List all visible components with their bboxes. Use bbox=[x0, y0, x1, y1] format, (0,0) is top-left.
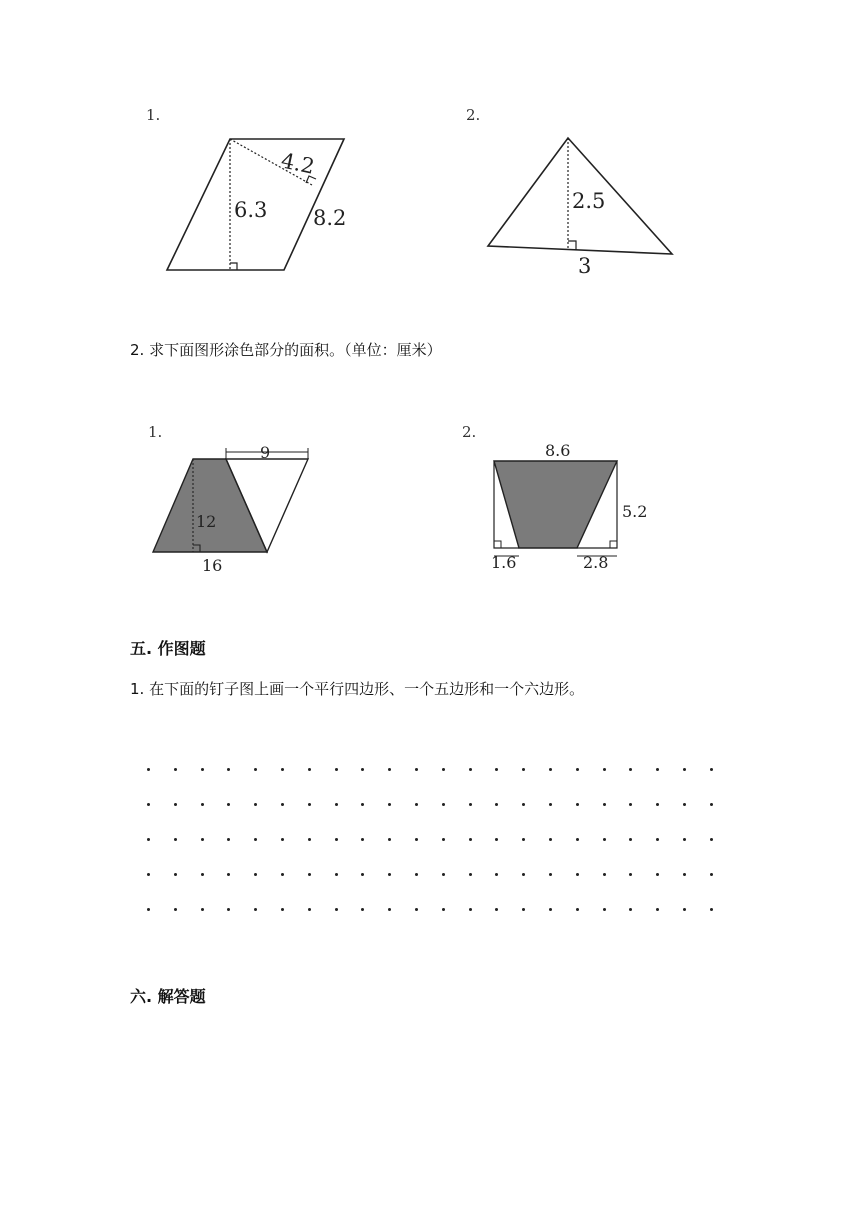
grid-dot[interactable] bbox=[683, 768, 686, 771]
grid-dot[interactable] bbox=[603, 803, 606, 806]
grid-dot[interactable] bbox=[469, 873, 472, 876]
grid-dot[interactable] bbox=[415, 768, 418, 771]
grid-dot[interactable] bbox=[147, 838, 150, 841]
grid-dot[interactable] bbox=[254, 873, 257, 876]
triangle-right-angle-marker bbox=[568, 241, 576, 250]
grid-dot[interactable] bbox=[656, 803, 659, 806]
right-angle-marker bbox=[230, 263, 237, 270]
grid-dot[interactable] bbox=[603, 908, 606, 911]
height-value: 6.3 bbox=[234, 198, 268, 222]
grid-dot[interactable] bbox=[201, 838, 204, 841]
q2-figure-1-label: 1. bbox=[148, 423, 163, 441]
grid-dot[interactable] bbox=[549, 803, 552, 806]
grid-dot[interactable] bbox=[174, 803, 177, 806]
grid-dot[interactable] bbox=[442, 768, 445, 771]
grid-dot[interactable] bbox=[629, 803, 632, 806]
grid-dot[interactable] bbox=[415, 838, 418, 841]
height-value: 5.2 bbox=[622, 502, 648, 521]
grid-dot[interactable] bbox=[469, 838, 472, 841]
grid-dot[interactable] bbox=[495, 873, 498, 876]
grid-dot[interactable] bbox=[281, 873, 284, 876]
grid-dot[interactable] bbox=[522, 768, 525, 771]
grid-dot[interactable] bbox=[629, 838, 632, 841]
grid-dot[interactable] bbox=[281, 908, 284, 911]
grid-dot[interactable] bbox=[388, 908, 391, 911]
top-value: 8.6 bbox=[545, 441, 571, 460]
section-6-title: 六. 解答题 bbox=[130, 987, 206, 1006]
right-angle-marker-right bbox=[610, 541, 617, 548]
grid-dot[interactable] bbox=[710, 908, 713, 911]
right-gap-value: 2.8 bbox=[583, 553, 609, 572]
grid-dot[interactable] bbox=[174, 768, 177, 771]
grid-dot[interactable] bbox=[683, 908, 686, 911]
side-value: 8.2 bbox=[313, 206, 347, 230]
grid-dot[interactable] bbox=[308, 838, 311, 841]
grid-dot[interactable] bbox=[227, 768, 230, 771]
grid-dot[interactable] bbox=[656, 768, 659, 771]
grid-dot[interactable] bbox=[495, 838, 498, 841]
grid-dot[interactable] bbox=[174, 838, 177, 841]
grid-dot[interactable] bbox=[656, 908, 659, 911]
grid-dot[interactable] bbox=[522, 873, 525, 876]
grid-dot[interactable] bbox=[308, 768, 311, 771]
section-5-question-1: 1. 在下面的钉子图上画一个平行四边形、一个五边形和一个六边形。 bbox=[130, 680, 585, 698]
q2-figure-2-label: 2. bbox=[462, 423, 477, 441]
grid-dot[interactable] bbox=[549, 873, 552, 876]
grid-dot[interactable] bbox=[576, 803, 579, 806]
grid-dot[interactable] bbox=[361, 838, 364, 841]
grid-dot[interactable] bbox=[147, 803, 150, 806]
grid-dot[interactable] bbox=[710, 838, 713, 841]
grid-dot[interactable] bbox=[281, 803, 284, 806]
grid-dot[interactable] bbox=[683, 838, 686, 841]
grid-dot[interactable] bbox=[549, 768, 552, 771]
grid-dot[interactable] bbox=[683, 803, 686, 806]
grid-dot[interactable] bbox=[576, 838, 579, 841]
right-angle-marker-left bbox=[494, 541, 501, 548]
grid-dot[interactable] bbox=[442, 908, 445, 911]
shaded-trapezoid-figure-1 bbox=[145, 440, 320, 580]
grid-dot[interactable] bbox=[201, 803, 204, 806]
grid-dot[interactable] bbox=[174, 873, 177, 876]
grid-dot[interactable] bbox=[495, 803, 498, 806]
grid-dot[interactable] bbox=[603, 838, 606, 841]
grid-dot[interactable] bbox=[388, 838, 391, 841]
grid-dot[interactable] bbox=[415, 803, 418, 806]
grid-dot[interactable] bbox=[576, 873, 579, 876]
grid-dot[interactable] bbox=[335, 908, 338, 911]
grid-dot[interactable] bbox=[335, 768, 338, 771]
grid-dot[interactable] bbox=[147, 873, 150, 876]
grid-dot[interactable] bbox=[361, 908, 364, 911]
grid-dot[interactable] bbox=[308, 873, 311, 876]
shaded-trapezoid-figure-2 bbox=[485, 440, 660, 580]
grid-dot[interactable] bbox=[254, 908, 257, 911]
section-5-title: 五. 作图题 bbox=[130, 639, 206, 658]
grid-dot[interactable] bbox=[201, 768, 204, 771]
grid-dot[interactable] bbox=[549, 838, 552, 841]
parallelogram-figure bbox=[150, 125, 370, 285]
grid-dot[interactable] bbox=[361, 768, 364, 771]
top-figure-2-label: 2. bbox=[466, 106, 481, 124]
grid-dot[interactable] bbox=[201, 873, 204, 876]
grid-dot[interactable] bbox=[710, 803, 713, 806]
grid-dot[interactable] bbox=[656, 873, 659, 876]
grid-dot[interactable] bbox=[174, 908, 177, 911]
triangle-height-value: 2.5 bbox=[572, 189, 606, 213]
dot-grid[interactable] bbox=[140, 760, 730, 920]
grid-dot[interactable] bbox=[495, 768, 498, 771]
triangle-figure bbox=[480, 130, 680, 280]
top-figure-1-label: 1. bbox=[146, 106, 161, 124]
grid-dot[interactable] bbox=[469, 768, 472, 771]
shaded-trapezoid bbox=[153, 459, 267, 552]
grid-dot[interactable] bbox=[227, 873, 230, 876]
grid-dot[interactable] bbox=[549, 908, 552, 911]
grid-dot[interactable] bbox=[361, 803, 364, 806]
grid-dot[interactable] bbox=[629, 908, 632, 911]
grid-dot[interactable] bbox=[469, 803, 472, 806]
grid-dot[interactable] bbox=[442, 838, 445, 841]
grid-dot[interactable] bbox=[576, 908, 579, 911]
grid-dot[interactable] bbox=[201, 908, 204, 911]
grid-dot[interactable] bbox=[415, 873, 418, 876]
grid-dot[interactable] bbox=[147, 908, 150, 911]
grid-dot[interactable] bbox=[335, 873, 338, 876]
grid-dot[interactable] bbox=[388, 803, 391, 806]
top-value: 9 bbox=[260, 443, 271, 462]
grid-dot[interactable] bbox=[227, 803, 230, 806]
grid-dot[interactable] bbox=[442, 873, 445, 876]
grid-dot[interactable] bbox=[442, 803, 445, 806]
grid-dot[interactable] bbox=[629, 768, 632, 771]
grid-dot[interactable] bbox=[147, 768, 150, 771]
grid-dot[interactable] bbox=[603, 768, 606, 771]
grid-dot[interactable] bbox=[227, 908, 230, 911]
grid-dot[interactable] bbox=[415, 908, 418, 911]
grid-dot[interactable] bbox=[469, 908, 472, 911]
grid-dot[interactable] bbox=[361, 873, 364, 876]
grid-dot[interactable] bbox=[308, 803, 311, 806]
shaded-trapezoid bbox=[494, 461, 617, 548]
grid-dot[interactable] bbox=[629, 873, 632, 876]
triangle-base-value: 3 bbox=[578, 254, 592, 278]
grid-dot[interactable] bbox=[254, 803, 257, 806]
grid-dot[interactable] bbox=[522, 838, 525, 841]
grid-dot[interactable] bbox=[335, 838, 338, 841]
grid-dot[interactable] bbox=[710, 873, 713, 876]
grid-dot[interactable] bbox=[308, 908, 311, 911]
grid-dot[interactable] bbox=[683, 873, 686, 876]
grid-dot[interactable] bbox=[254, 838, 257, 841]
grid-dot[interactable] bbox=[576, 768, 579, 771]
grid-dot[interactable] bbox=[227, 838, 230, 841]
bottom-value: 16 bbox=[202, 556, 223, 575]
grid-dot[interactable] bbox=[254, 768, 257, 771]
grid-dot[interactable] bbox=[335, 803, 338, 806]
left-gap-value: 1.6 bbox=[491, 553, 517, 572]
grid-dot[interactable] bbox=[603, 873, 606, 876]
grid-dot[interactable] bbox=[522, 803, 525, 806]
grid-dot[interactable] bbox=[281, 838, 284, 841]
grid-dot[interactable] bbox=[495, 908, 498, 911]
grid-dot[interactable] bbox=[388, 768, 391, 771]
grid-dot[interactable] bbox=[522, 908, 525, 911]
height-value: 12 bbox=[196, 512, 217, 531]
grid-dot[interactable] bbox=[388, 873, 391, 876]
grid-dot[interactable] bbox=[656, 838, 659, 841]
question-2-text: 2. 求下面图形涂色部分的面积。（单位：厘米） bbox=[130, 341, 442, 359]
side-height-value: 4.2 bbox=[278, 148, 317, 179]
grid-dot[interactable] bbox=[281, 768, 284, 771]
grid-dot[interactable] bbox=[710, 768, 713, 771]
